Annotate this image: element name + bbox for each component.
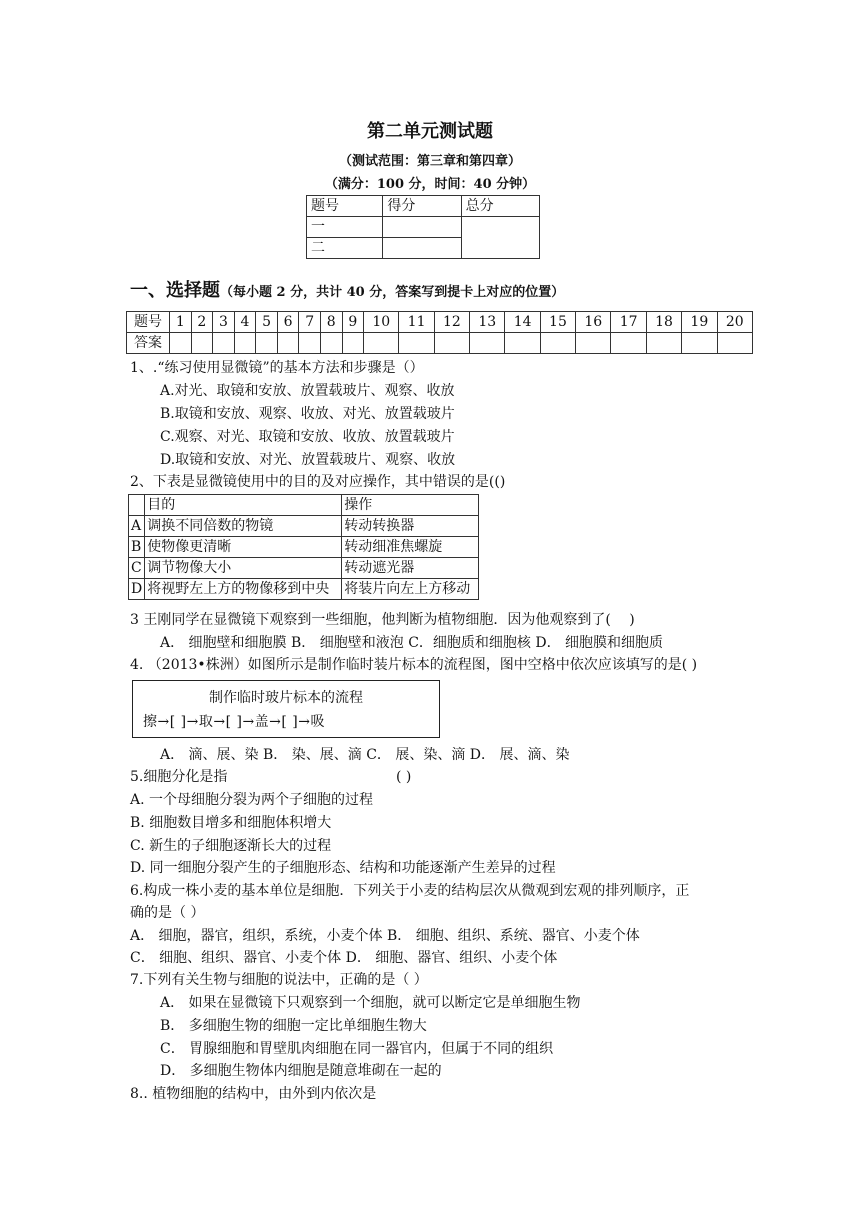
answer-number: 15: [540, 312, 575, 333]
answer-number: 14: [505, 312, 540, 333]
q1-option-b: B.取镜和安放、观察、收放、对光、放置载玻片: [160, 406, 455, 422]
q5-option-a: A. 一个母细胞分裂为两个子细胞的过程: [130, 792, 374, 808]
test-meta: （满分：100 分，时间：40 分钟）: [324, 177, 536, 192]
answer-cell[interactable]: [505, 333, 540, 354]
answer-cell[interactable]: [320, 333, 342, 354]
page-title: 第二单元测试题: [367, 121, 493, 142]
score-row-label: 一: [307, 217, 383, 238]
q6-options-line2: C． 细胞、组织、器官、小麦个体 D． 细胞、器官、组织、小麦个体: [130, 950, 558, 966]
q5-option-b: B. 细胞数目增多和细胞体积增大: [130, 815, 332, 831]
flowchart-title: 制作临时玻片标本的流程: [209, 690, 363, 706]
q7-option-d: D． 多细胞生物体内细胞是随意堆砌在一起的: [160, 1063, 442, 1079]
answer-cell[interactable]: [399, 333, 434, 354]
q7-option-c: C． 胃腺细胞和胃壁肌肉细胞在同一器官内，但属于不同的组织: [160, 1041, 554, 1057]
q2-row-purpose: 将视野左上方的物像移到中央: [145, 579, 342, 600]
q2-row-purpose: 调换不同倍数的物镜: [145, 516, 342, 537]
q7-option-a: A． 如果在显微镜下只观察到一个细胞，就可以断定它是单细胞生物: [160, 995, 581, 1011]
score-cell[interactable]: [383, 217, 461, 238]
q2-row-label: B: [129, 537, 145, 558]
answer-cell[interactable]: [234, 333, 256, 354]
q5-option-c: C. 新生的子细胞逐渐长大的过程: [130, 838, 332, 854]
q2-header-purpose: 目的: [145, 495, 342, 516]
answer-number: 7: [299, 312, 321, 333]
answer-cell[interactable]: [364, 333, 399, 354]
answer-number: 10: [364, 312, 399, 333]
q2-row-operation: 转动遮光器: [342, 558, 479, 579]
q5-answer-paren: ( ): [396, 769, 412, 785]
answer-number: 12: [434, 312, 469, 333]
answer-cell[interactable]: [646, 333, 681, 354]
q2-row-label: A: [129, 516, 145, 537]
test-scope: （测试范围：第三章和第四章）: [338, 154, 521, 169]
q2-row-operation: 将装片向左上方移动: [342, 579, 479, 600]
answer-cell[interactable]: [191, 333, 213, 354]
q6-stem-line2: 确的是（ ）: [130, 905, 205, 921]
answer-number: 9: [342, 312, 364, 333]
score-header-total: 总分: [461, 196, 539, 217]
answer-number: 8: [320, 312, 342, 333]
q2-table: [128, 494, 479, 600]
score-table: [306, 195, 540, 259]
flowchart-steps: 擦→[ ]→取→[ ]→盖→[ ]→吸: [143, 714, 326, 730]
answer-row-label: 题号: [127, 312, 170, 333]
q2-row-purpose: 使物像更清晰: [145, 537, 342, 558]
q5-option-d: D. 同一细胞分裂产生的子细胞形态、结构和功能逐渐产生差异的过程: [130, 860, 556, 876]
q1-option-d: D.取镜和安放、对光、放置载玻片、观察、收放: [160, 452, 456, 468]
answer-number: 1: [170, 312, 192, 333]
q2-row-operation: 转动转换器: [342, 516, 479, 537]
answer-number: 11: [399, 312, 434, 333]
q2-stem: 2、下表是显微镜使用中的目的及对应操作，其中错误的是((): [130, 474, 506, 490]
q8-stem: 8.. 植物细胞的结构中，由外到内依次是: [130, 1086, 377, 1102]
answer-cell[interactable]: [342, 333, 364, 354]
answer-cell[interactable]: [717, 333, 753, 354]
answer-number: 18: [646, 312, 681, 333]
answer-number: 20: [717, 312, 753, 333]
flowchart-image: [132, 680, 440, 738]
answer-cell[interactable]: [470, 333, 505, 354]
q1-option-a: A.对光、取镜和安放、放置载玻片、观察、收放: [160, 383, 455, 399]
answer-cell[interactable]: [682, 333, 717, 354]
score-cell[interactable]: [383, 238, 461, 259]
score-header-score: 得分: [383, 196, 461, 217]
q3-stem: 3 王刚同学在显微镜下观察到一些细胞，他判断为植物细胞．因为他观察到了( ): [130, 612, 635, 628]
q2-header-operation: 操作: [342, 495, 479, 516]
q5-stem: 5.细胞分化是指: [130, 769, 228, 785]
answer-row-label: 答案: [127, 333, 170, 354]
section-heading: [130, 276, 564, 302]
answer-number: 16: [576, 312, 611, 333]
q1-stem: 1、.“练习使用显微镜”的基本方法和步骤是（）: [130, 360, 424, 376]
q2-row-operation: 转动细准焦螺旋: [342, 537, 479, 558]
answer-cell[interactable]: [213, 333, 235, 354]
q2-header-label: [129, 495, 145, 516]
q1-option-c: C.观察、对光、取镜和安放、收放、放置载玻片: [160, 429, 455, 445]
q6-options-line1: A． 细胞，器官，组织，系统，小麦个体 B． 细胞、组织、系统、器官、小麦个体: [130, 928, 640, 944]
answer-number: 17: [611, 312, 646, 333]
q7-stem: 7.下列有关生物与细胞的说法中，正确的是（ ）: [130, 972, 428, 988]
total-cell[interactable]: [461, 217, 539, 259]
answer-number: 19: [682, 312, 717, 333]
answer-cell[interactable]: [434, 333, 469, 354]
score-row-label: 二: [307, 238, 383, 259]
q3-options: A． 细胞壁和细胞膜 B． 细胞壁和液泡 C．细胞质和细胞核 D． 细胞膜和细胞质: [160, 635, 664, 651]
q4-stem: 4. （2013•株洲）如图所示是制作临时装片标本的流程图，图中空格中依次应该填写的是( ): [130, 657, 698, 673]
q2-row-label: D: [129, 579, 145, 600]
answer-cell[interactable]: [277, 333, 299, 354]
q4-options: A． 滴、展、染 B． 染、展、滴 C． 展、染、滴 D． 展、滴、染: [160, 747, 570, 763]
q2-row-purpose: 调节物像大小: [145, 558, 342, 579]
answer-cell[interactable]: [299, 333, 321, 354]
answer-number: 3: [213, 312, 235, 333]
answer-cell[interactable]: [576, 333, 611, 354]
answer-cell[interactable]: [170, 333, 192, 354]
answer-number: 5: [256, 312, 278, 333]
answer-cell[interactable]: [256, 333, 278, 354]
answer-number: 4: [234, 312, 256, 333]
answer-number: 6: [277, 312, 299, 333]
answer-cell[interactable]: [611, 333, 646, 354]
q2-row-label: C: [129, 558, 145, 579]
answer-number: 2: [191, 312, 213, 333]
section-note: （每小题 2 分，共计 40 分，答案写到提卡上对应的位置）: [220, 285, 565, 300]
answer-cell[interactable]: [540, 333, 575, 354]
answer-number: 13: [470, 312, 505, 333]
score-header-number: 题号: [307, 196, 383, 217]
q6-stem-line1: 6.构成一株小麦的基本单位是细胞．下列关于小麦的结构层次从微观到宏观的排列顺序，正: [130, 883, 690, 899]
answer-table: [126, 311, 753, 354]
q7-option-b: B． 多细胞生物的细胞一定比单细胞生物大: [160, 1018, 427, 1034]
section-title: 一、选择题: [130, 280, 220, 301]
